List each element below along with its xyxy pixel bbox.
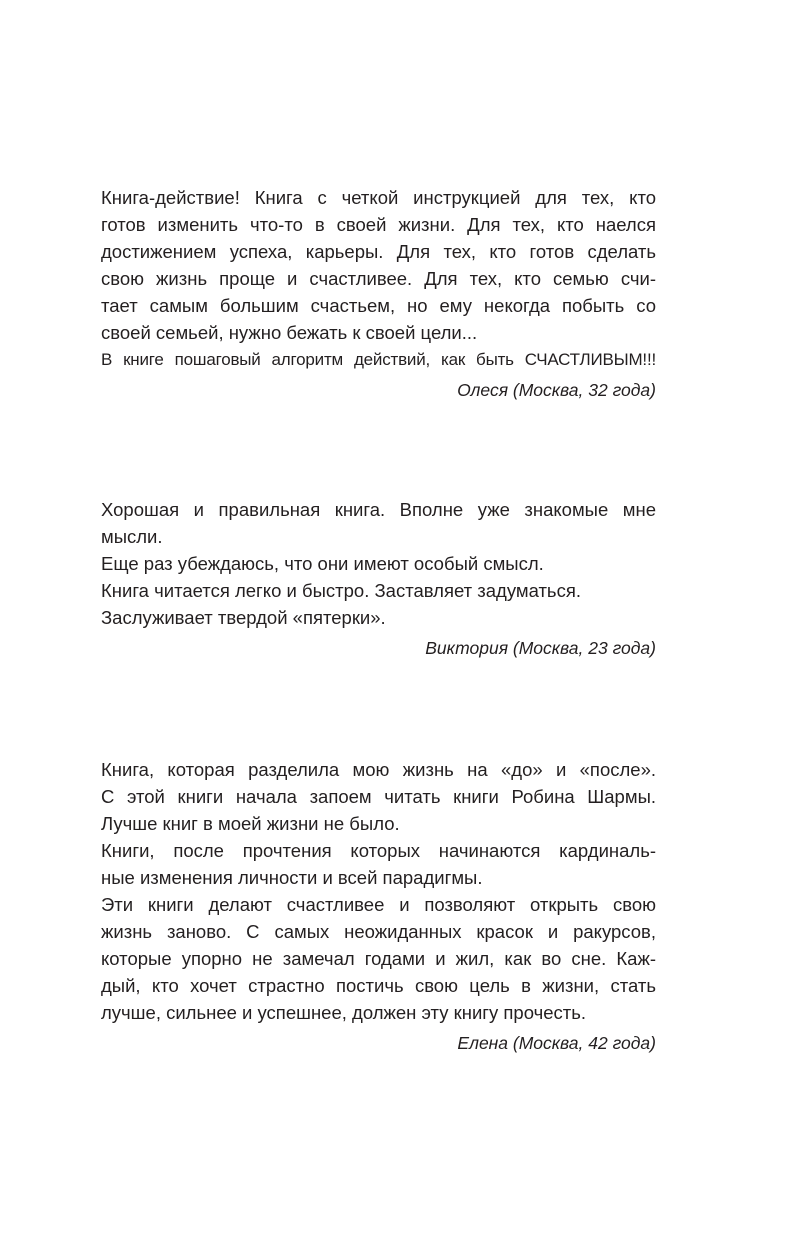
review-line: жизнь заново. С самых неожиданных красок и ракурсов, — [101, 921, 656, 942]
review-line: Эти книги делают счастливее и позволяют открыть свою — [101, 894, 656, 915]
review-line: В книге пошаговый алгоритм действий, как быть СЧАСТЛИВЫМ!!! — [101, 350, 656, 369]
review-line: Книга-действие! Книга с четкой инструкцией для тех, кто — [101, 187, 656, 208]
review-line: мысли. — [101, 526, 163, 547]
review-line: ные изменения личности и всей парадигмы. — [101, 867, 483, 888]
review-attribution: Елена (Москва, 42 года) — [457, 1033, 656, 1053]
review-line: тает самым большим счастьем, но ему некогда побыть со — [101, 295, 656, 316]
review-line: Книга читается легко и быстро. Заставляет задуматься. — [101, 580, 581, 601]
review-line: С этой книги начала запоем читать книги Робина Шармы. — [101, 786, 656, 807]
review-line: Книги, после прочтения которых начинаются кардиналь- — [101, 840, 656, 861]
review-2 — [101, 496, 656, 662]
review-line: свою жизнь проще и счастливее. Для тех, кто семью счи- — [101, 268, 656, 289]
review-line: готов изменить что-то в своей жизни. Для тех, кто наелся — [101, 214, 656, 235]
review-line: Книга, которая разделила мою жизнь на «до» и «после». — [101, 759, 656, 780]
review-line: лучше, сильнее и успешнее, должен эту книгу прочесть. — [101, 1002, 587, 1023]
review-3 — [101, 756, 656, 1057]
review-line: Лучше книг в моей жизни не было. — [101, 813, 400, 834]
review-line: Хорошая и правильная книга. Вполне уже знакомые мне — [101, 499, 656, 520]
review-attribution: Олеся (Москва, 32 года) — [457, 380, 656, 400]
review-attribution: Виктория (Москва, 23 года) — [425, 638, 656, 658]
review-line: Заслуживает твердой «пятерки». — [101, 607, 386, 628]
review-line: своей семьей, нужно бежать к своей цели... — [101, 322, 478, 343]
review-1 — [101, 184, 656, 404]
review-line: Еще раз убеждаюсь, что они имеют особый смысл. — [101, 553, 544, 574]
review-line: достижением успеха, карьеры. Для тех, кто готов сделать — [101, 241, 656, 262]
review-line: дый, кто хочет страстно постичь свою цель в жизни, стать — [101, 975, 656, 996]
review-line: которые упорно не замечал годами и жил, как во сне. Каж- — [101, 948, 656, 969]
